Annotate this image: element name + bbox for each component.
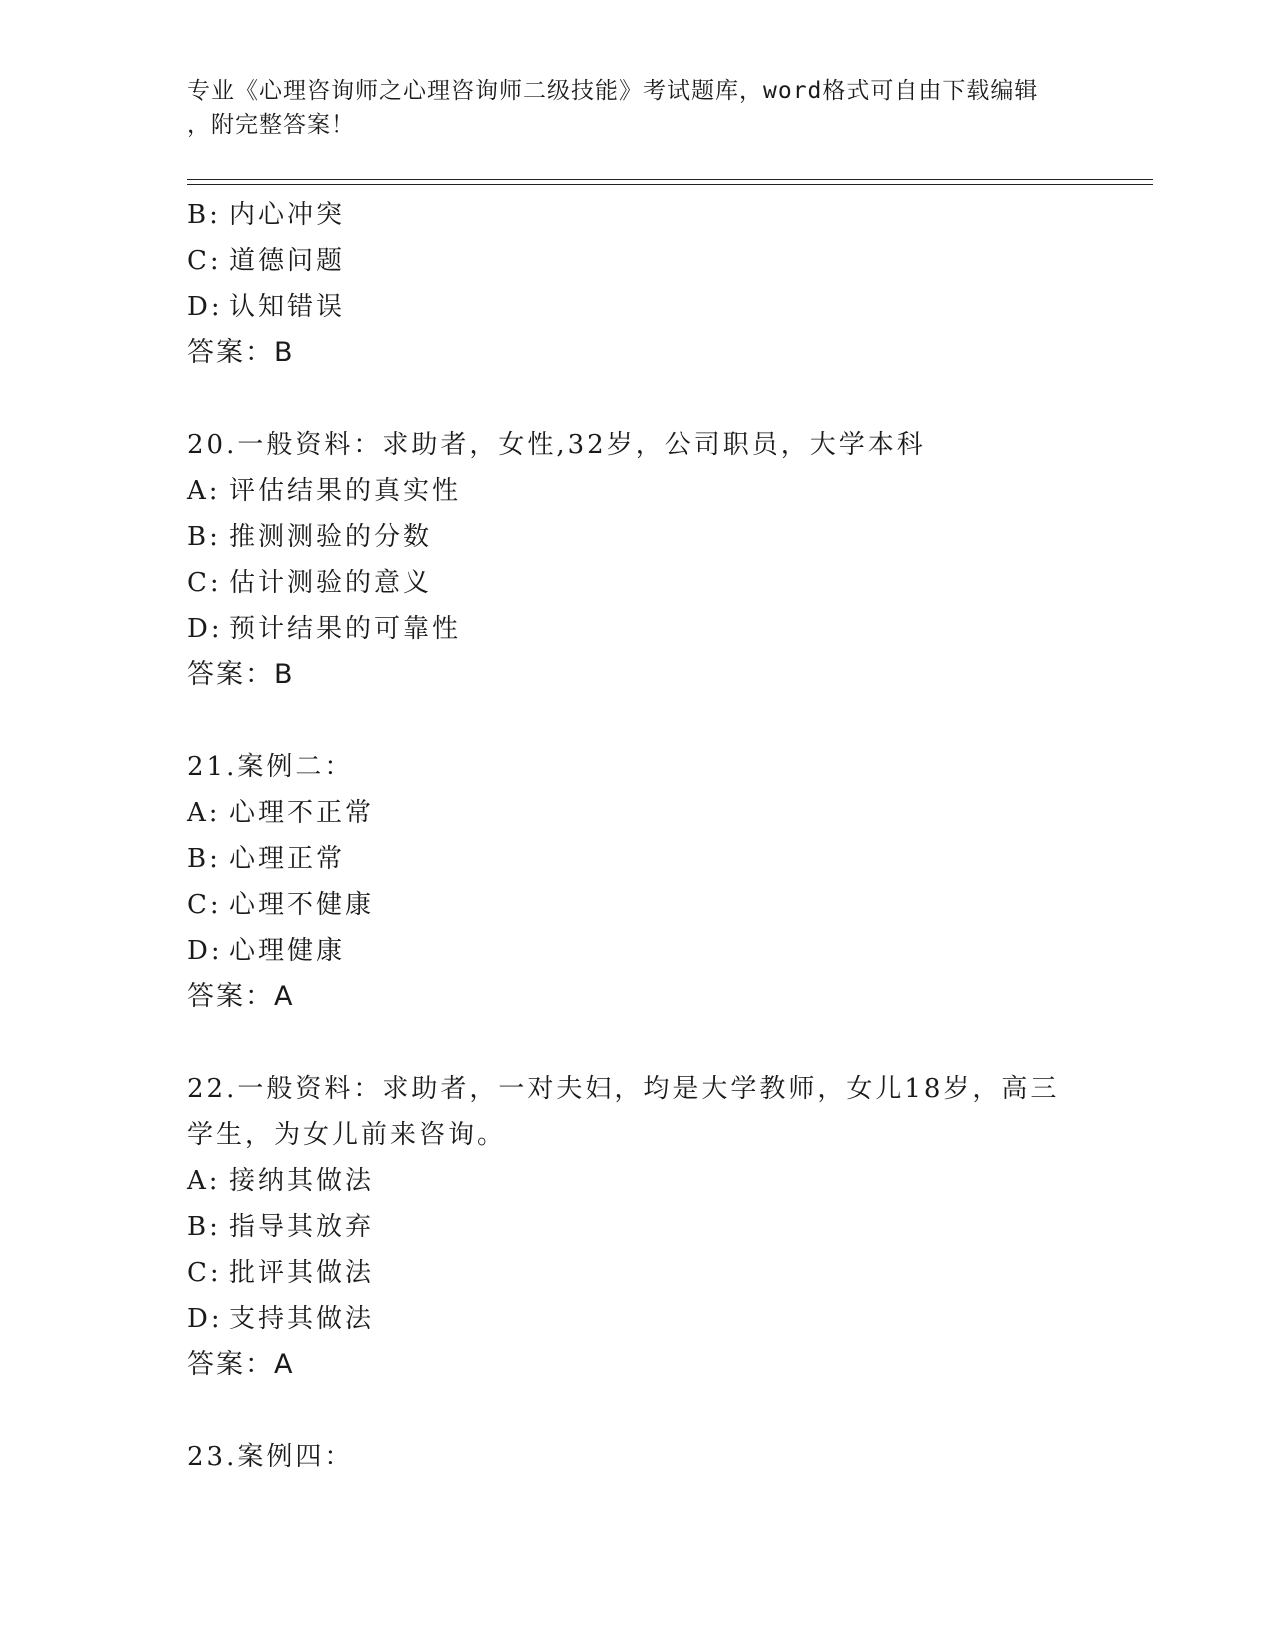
option-b <box>187 514 1087 560</box>
option-a <box>187 468 1087 514</box>
question-title-line-1: 22.一般资料：求助者，一对夫妇，均是大学教师，女儿18岁，高三 <box>187 1074 1060 1104</box>
option-letter: A: <box>187 798 221 828</box>
question-22 <box>187 1066 1087 1388</box>
question-title: 21.案例二： <box>187 752 354 782</box>
option-a <box>187 790 1087 836</box>
option-text: 指导其放弃 <box>229 1212 375 1242</box>
question-list <box>187 192 1087 1480</box>
option-text: 估计测验的意义 <box>229 568 433 598</box>
option-letter: B: <box>187 844 221 874</box>
option-letter: D: <box>187 1304 223 1334</box>
option-text: 评估结果的真实性 <box>229 476 462 506</box>
option-text: 支持其做法 <box>229 1304 375 1334</box>
question-20 <box>187 422 1087 698</box>
option-text: 心理健康 <box>229 936 346 966</box>
option-text: 批评其做法 <box>229 1258 375 1288</box>
option-d <box>187 284 1087 330</box>
option-text: 心理正常 <box>229 844 346 874</box>
option-letter: B: <box>187 522 221 552</box>
option-text: 接纳其做法 <box>229 1166 375 1196</box>
option-letter: C: <box>187 568 222 598</box>
option-c <box>187 238 1087 284</box>
option-text: 认知错误 <box>229 292 346 322</box>
option-c <box>187 882 1087 928</box>
header-divider-top <box>187 179 1153 180</box>
option-letter: B: <box>187 200 221 230</box>
answer-line: 答案：B <box>187 659 295 690</box>
option-letter: D: <box>187 614 223 644</box>
option-c <box>187 1250 1087 1296</box>
option-d <box>187 606 1087 652</box>
question-21 <box>187 744 1087 1020</box>
header-line-1: 专业《心理咨询师之心理咨询师二级技能》考试题库，word格式可自由下载编辑 <box>187 78 1039 104</box>
question-19-continuation <box>187 192 1087 376</box>
option-letter: B: <box>187 1212 221 1242</box>
answer-line: 答案：B <box>187 337 295 368</box>
answer-line: 答案：A <box>187 1349 295 1380</box>
option-text: 心理不健康 <box>229 890 375 920</box>
option-text: 心理不正常 <box>229 798 375 828</box>
option-d <box>187 1296 1087 1342</box>
option-text: 预计结果的可靠性 <box>229 614 462 644</box>
header-divider-bottom <box>187 184 1153 185</box>
option-text: 推测测验的分数 <box>229 522 433 552</box>
option-letter: C: <box>187 246 222 276</box>
option-b <box>187 192 1087 238</box>
option-b <box>187 1204 1087 1250</box>
option-c <box>187 560 1087 606</box>
answer-line: 答案：A <box>187 981 295 1012</box>
question-title-line-2: 学生，为女儿前来咨询。 <box>187 1120 507 1150</box>
header-line-2: ，附完整答案！ <box>187 112 355 138</box>
option-letter: D: <box>187 292 223 322</box>
option-letter: A: <box>187 1166 221 1196</box>
option-letter: C: <box>187 890 222 920</box>
question-23 <box>187 1434 1087 1480</box>
document-header <box>187 74 1067 142</box>
question-title: 23.案例四： <box>187 1442 354 1472</box>
option-text: 内心冲突 <box>229 200 346 230</box>
option-letter: A: <box>187 476 221 506</box>
option-letter: D: <box>187 936 223 966</box>
option-text: 道德问题 <box>229 246 346 276</box>
option-letter: C: <box>187 1258 222 1288</box>
option-d <box>187 928 1087 974</box>
option-b <box>187 836 1087 882</box>
option-a <box>187 1158 1087 1204</box>
question-title: 20.一般资料：求助者，女性,32岁，公司职员，大学本科 <box>187 430 926 460</box>
